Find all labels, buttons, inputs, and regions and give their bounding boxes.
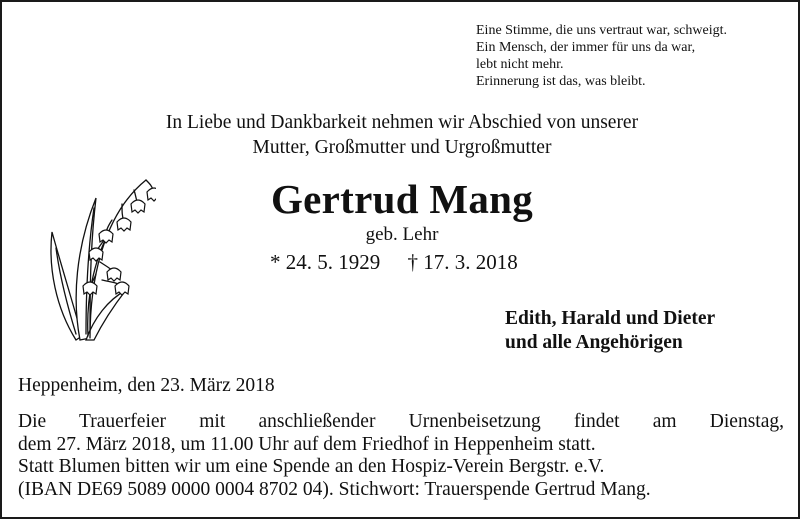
details-line-4: (IBAN DE69 5089 0000 0004 8702 04). Stichwort: Trauerspende Gertrud Mang. <box>18 478 651 500</box>
birth-name: geb. Lehr <box>365 224 439 245</box>
mourners-line-1: Edith, Harald und Dieter <box>505 308 716 329</box>
poem-line-4: Erinnerung ist das, was bleibt. <box>476 74 646 89</box>
details-line-3: Statt Blumen bitten wir um eine Spende an den Hospiz-Verein Bergstr. e.V. <box>18 456 605 477</box>
farewell-intro <box>2 110 800 160</box>
details-line-2: dem 27. März 2018, um 11.00 Uhr auf dem Friedhof in Heppenheim statt. <box>18 433 596 455</box>
poem-line-3: lebt nicht mehr. <box>476 57 564 72</box>
life-dates <box>270 249 518 275</box>
intro-line-1: In Liebe und Dankbarkeit nehmen wir Abschied von unserer <box>165 112 639 133</box>
poem-line-1: Eine Stimme, die uns vertraut war, schweigt. <box>476 23 727 38</box>
death-date: † 17. 3. 2018 <box>407 250 518 274</box>
details-line-1: Die Trauerfeier mit anschließender Urnenbeisetzung findet am Dienstag, <box>18 411 784 432</box>
place-and-date: Heppenheim, den 23. März 2018 <box>18 375 275 396</box>
mourners-signature <box>505 307 715 355</box>
funeral-details <box>18 411 784 501</box>
deceased-name: Gertrud Mang <box>270 176 534 222</box>
memorial-poem <box>476 22 727 90</box>
intro-line-2: Mutter, Großmutter und Urgroßmutter <box>252 137 552 158</box>
poem-line-2: Ein Mensch, der immer für uns da war, <box>476 40 696 55</box>
birth-date: * 24. 5. 1929 <box>270 250 381 274</box>
mourners-line-2: und alle Angehörigen <box>505 332 683 353</box>
